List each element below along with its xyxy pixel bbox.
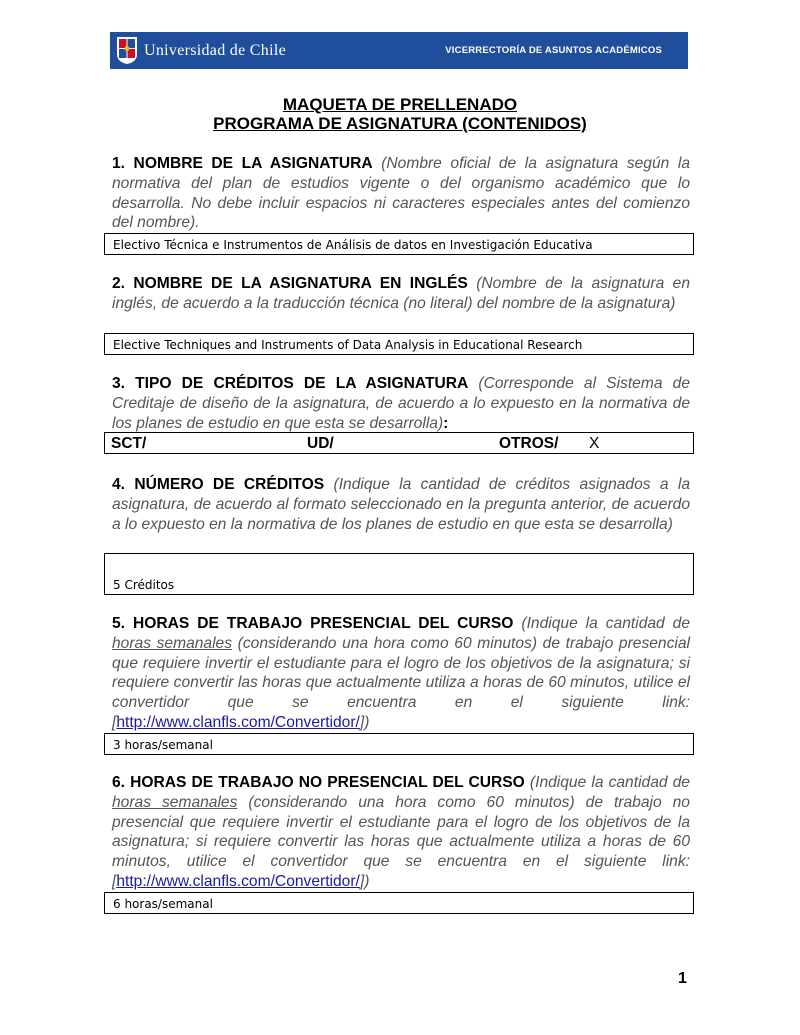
title-line-2: PROGRAMA DE ASIGNATURA (CONTENIDOS)	[213, 114, 587, 133]
section-6-hint-end: ])	[359, 872, 370, 890]
otros-selected-mark: X	[589, 435, 600, 452]
section-5-answer: 3 horas/semanal	[113, 738, 213, 752]
document-title	[0, 95, 800, 133]
section-1-answer: Electivo Técnica e Instrumentos de Análisis de datos en Investigación Educativa	[113, 238, 593, 252]
section-1-heading: 1. NOMBRE DE LA ASIGNATURA	[112, 155, 373, 172]
section-1-answer-box[interactable]	[104, 233, 694, 255]
vicerrectoria-label: VICERRECTORÍA DE ASUNTOS ACADÉMICOS	[445, 45, 662, 56]
page-number: 1	[678, 970, 687, 987]
section-3-question	[112, 374, 690, 433]
title-line-1: MAQUETA DE PRELLENADO	[282, 95, 518, 114]
section-2-heading: 2. NOMBRE DE LA ASIGNATURA EN INGLÉS	[112, 275, 468, 292]
section-2-answer-box[interactable]	[104, 333, 694, 355]
section-5-hint-start: (Indique la cantidad de	[521, 615, 690, 632]
section-6-answer: 6 horas/semanal	[113, 897, 213, 911]
section-6-question	[112, 773, 690, 892]
section-6-answer-box[interactable]	[104, 892, 694, 914]
section-2-answer: Elective Techniques and Instruments of Data Analysis in Educational Research	[113, 338, 583, 352]
header-banner	[110, 32, 688, 69]
section-6-hint-body: (considerando una hora como 60 minutos) de trabajo no presencial que requiere invertir el estudiante para el logro de los objetivos de la asignatura; si requiere convertir las horas que actualmente utiliza a horas de 60 minutos, utilice el convertidor que se encuentra en el siguiente link: [	[112, 793, 690, 890]
section-1-question	[112, 154, 690, 233]
section-3-colon: :	[443, 414, 449, 432]
ud-option[interactable]: UD/	[307, 435, 334, 452]
section-4-answer: 5 Créditos	[113, 578, 175, 592]
section-5-heading: 5. HORAS DE TRABAJO PRESENCIAL DEL CURSO	[112, 615, 514, 632]
section-4-hint: (Indique la cantidad de créditos asignados a la asignatura, de acuerdo al formato seleccionado en la pregunta anterior, de acuerdo a lo expuesto en la normativa de los planes de estudio en que esta se desarrolla)	[112, 476, 690, 533]
section-3-heading: 3. TIPO DE CRÉDITOS DE LA ASIGNATURA	[112, 375, 469, 392]
section-6-hint-start: (Indique la cantidad de	[529, 774, 690, 791]
section-4-answer-box[interactable]	[104, 553, 694, 595]
section-5-question	[112, 614, 690, 733]
section-4-heading: 4. NÚMERO DE CRÉDITOS	[112, 476, 325, 493]
section-5-answer-box[interactable]	[104, 733, 694, 755]
otros-option[interactable]: OTROS/	[499, 435, 559, 452]
section-2-question	[112, 274, 690, 314]
section-5-hint-underlined: horas semanales	[112, 634, 233, 652]
university-crest-icon	[116, 36, 138, 65]
section-5-converter-link[interactable]: http://www.clanfls.com/Convertidor/	[116, 713, 360, 731]
section-3-hint: (Corresponde al Sistema de Creditaje de diseño de la asignatura, de acuerdo a lo expuesto en la normativa de los planes de estudio en que esta se desarrolla)	[112, 375, 690, 432]
section-1-hint: (Nombre oficial de la asignatura según la normativa del plan de estudios vigente o del organismo académico que lo desarrolla. No debe incluir espacios ni caracteres especiales antes del comienzo del nombre).	[112, 155, 690, 232]
section-5-hint-end: ])	[359, 713, 370, 731]
credit-type-row[interactable]	[104, 432, 694, 454]
section-6-hint-underlined: horas semanales	[112, 793, 238, 811]
university-name: Universidad de Chile	[144, 42, 286, 59]
section-5-hint-body: (considerando una hora como 60 minutos) de trabajo presencial que requiere invertir el estudiante para el logro de los objetivos de la asignatura; si requiere convertir las horas que actualmente utiliza a horas de 60 minutos, utilice el convertidor que se encuentra en el siguiente link: [	[112, 634, 690, 731]
section-2-hint: (Nombre de la asignatura en inglés, de acuerdo a la traducción técnica (no literal) del nombre de la asignatura)	[112, 275, 690, 312]
section-6-converter-link[interactable]: http://www.clanfls.com/Convertidor/	[116, 872, 360, 890]
section-4-question	[112, 475, 690, 534]
sct-option[interactable]: SCT/	[111, 435, 147, 452]
section-6-heading: 6. HORAS DE TRABAJO NO PRESENCIAL DEL CURSO	[112, 774, 525, 791]
